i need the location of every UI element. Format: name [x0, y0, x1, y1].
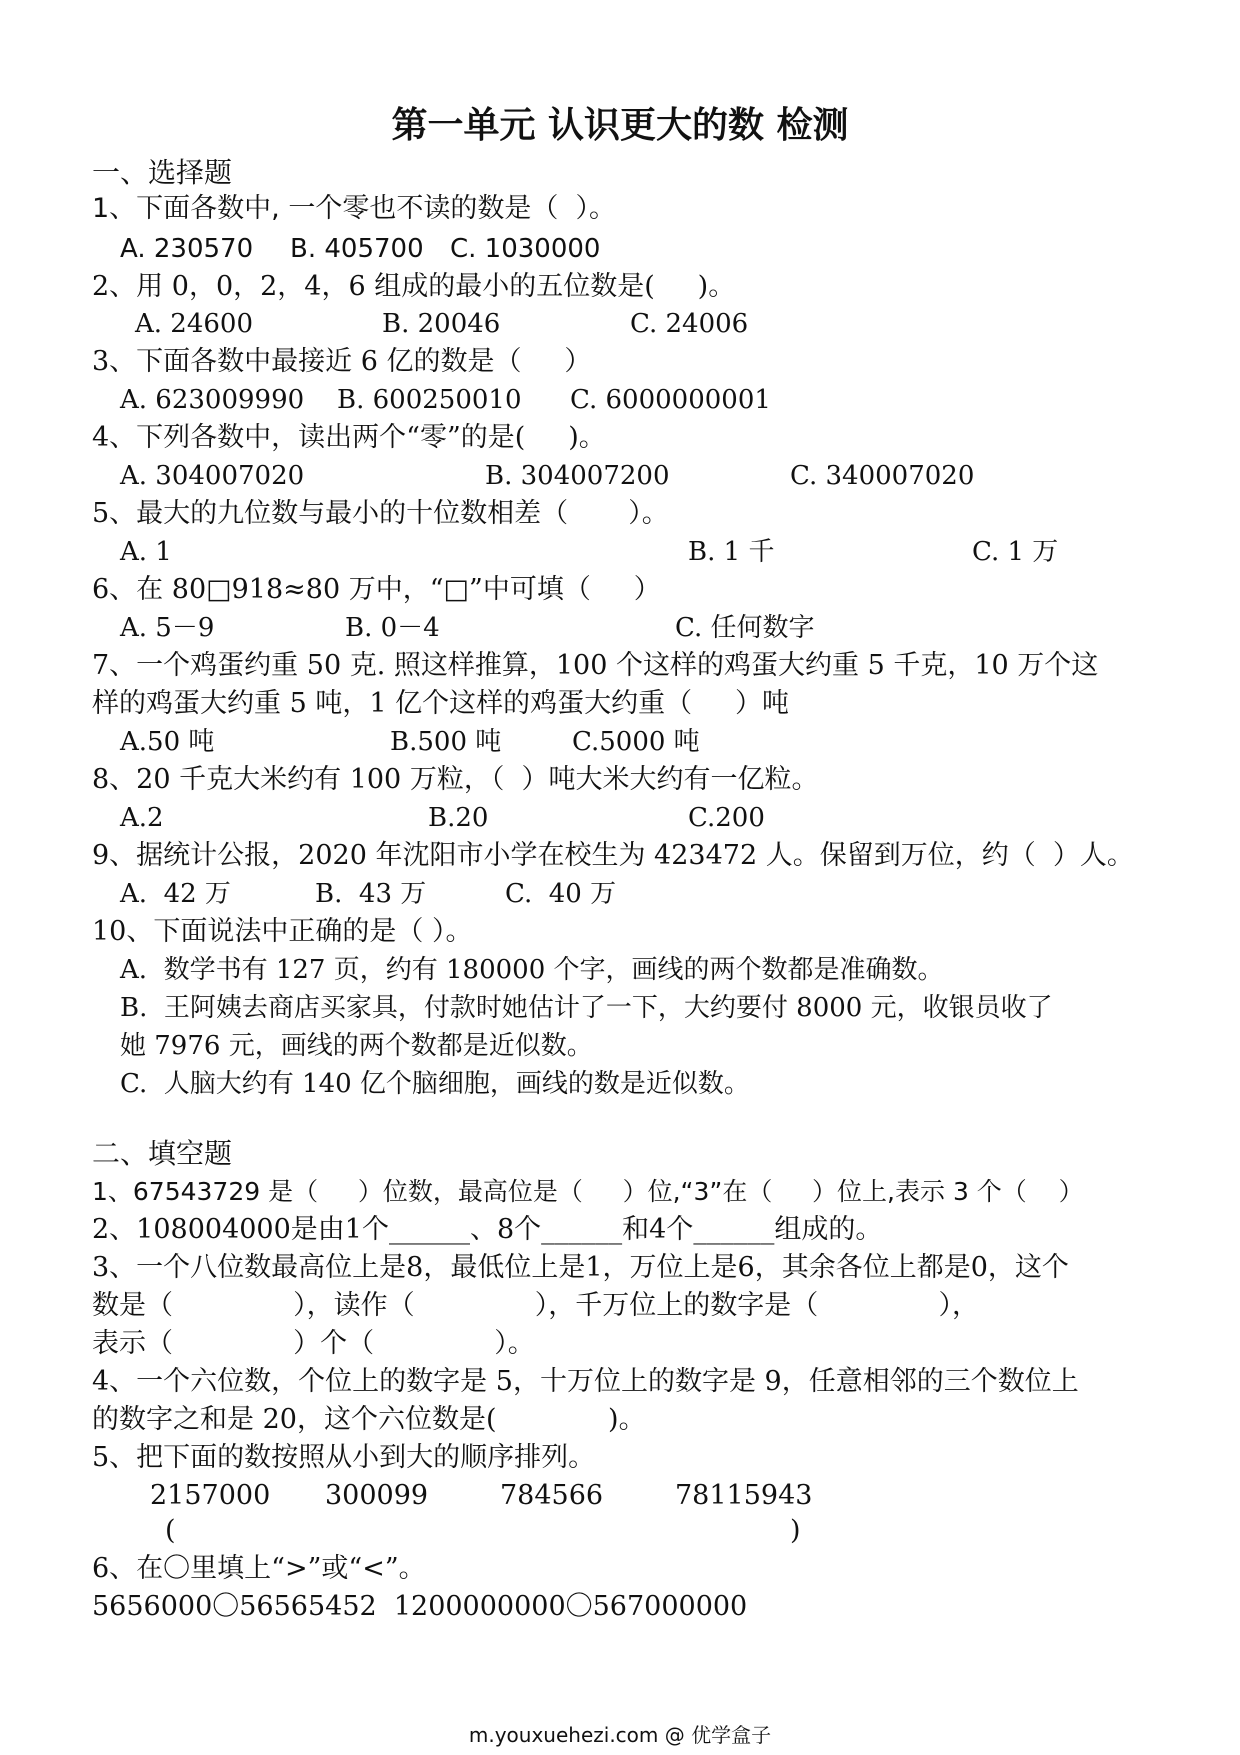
- question-7-cont: 样的鸡蛋大约重 5 吨，1 亿个这样的鸡蛋大约重（ ）吨: [92, 688, 790, 719]
- question-2: 2、用 0，0，2，4，6 组成的最小的五位数是( )。: [92, 271, 736, 302]
- option: A. 数学书有 127 页，约有 180000 个字，画线的两个数都是准确数。: [120, 955, 944, 985]
- number-item: 300099: [325, 1480, 429, 1511]
- option: A. 24600: [135, 309, 254, 339]
- option: B. 1 千: [688, 537, 775, 567]
- option: A. 42 万: [120, 879, 231, 909]
- option: B.20: [428, 803, 489, 833]
- fill-question-3-cont: 数是（ ），读作（ ），千万位上的数字是（ ），: [92, 1290, 979, 1321]
- option: C. 1 万: [972, 537, 1059, 567]
- question-7: 7、一个鸡蛋约重 50 克. 照这样推算，100 个这样的鸡蛋大约重 5 千克，10 万个这: [92, 650, 1099, 681]
- option: A. 623009990: [120, 385, 305, 415]
- fill-question-3-cont: 表示（ ）个（ ）。: [92, 1328, 535, 1359]
- fill-question-6: 6、在〇里填上“>”或“<”。: [92, 1553, 426, 1584]
- number-item: 78115943: [675, 1480, 813, 1511]
- fill-question-2: 2、108004000是由1个______、8个______和4个______组成的。: [92, 1214, 883, 1245]
- option: C. 1030000: [450, 234, 601, 264]
- question-6: 6、在 80□918≈80 万中，“□”中可填（ ）: [92, 574, 661, 605]
- question-9: 9、据统计公报，2020 年沈阳市小学在校生为 423472 人。保留到万位，约（ ）人。: [92, 840, 1134, 871]
- section-heading-fill: 二、填空题: [92, 1137, 233, 1170]
- section-heading-choice: 一、选择题: [92, 156, 233, 189]
- option: A. 5－9: [120, 613, 215, 643]
- page-title: 第一单元 认识更大的数 检测: [391, 105, 849, 146]
- option: C. 40 万: [505, 879, 617, 909]
- option: B. 王阿姨去商店买家具，付款时她估计了一下，大约要付 8000 元，收银员收了: [120, 993, 1053, 1023]
- fill-question-4: 4、一个六位数，个位上的数字是 5，十万位上的数字是 9，任意相邻的三个数位上: [92, 1366, 1079, 1397]
- option: C. 340007020: [790, 461, 975, 491]
- question-5: 5、最大的九位数与最小的十位数相差（ ）。: [92, 498, 669, 529]
- number-item: 784566: [500, 1480, 604, 1511]
- option: C.5000 吨: [572, 727, 700, 757]
- answer-paren-close: ): [790, 1515, 801, 1546]
- option: 她 7976 元，画线的两个数都是近似数。: [120, 1031, 593, 1061]
- option: B. 405700: [290, 234, 424, 264]
- option: A.2: [120, 803, 164, 833]
- option: B. 600250010: [337, 385, 522, 415]
- number-item: 2157000: [150, 1480, 271, 1511]
- fill-question-4-cont: 的数字之和是 20，这个六位数是( )。: [92, 1404, 646, 1435]
- option: B. 20046: [382, 309, 501, 339]
- question-3: 3、下面各数中最接近 6 亿的数是（ ）: [92, 346, 592, 377]
- option: B.500 吨: [390, 727, 502, 757]
- option: B. 304007200: [485, 461, 670, 491]
- option: A. 230570: [120, 234, 254, 264]
- option: C. 24006: [630, 309, 749, 339]
- option: C. 任何数字: [675, 613, 815, 643]
- option: A.50 吨: [120, 727, 215, 757]
- option: A. 304007020: [120, 461, 305, 491]
- fill-question-1: 1、67543729 是（ ）位数，最高位是（ ）位,“3”在（ ）位上,表示 3 个（ ）: [92, 1177, 1084, 1206]
- answer-paren-open: (: [165, 1515, 176, 1546]
- question-8: 8、20 千克大米约有 100 万粒，（ ）吨大米大约有一亿粒。: [92, 764, 819, 795]
- option: A. 1: [120, 537, 172, 567]
- question-1: 1、下面各数中, 一个零也不读的数是（ ）。: [92, 193, 617, 224]
- option: C.200: [688, 803, 765, 833]
- option: B. 43 万: [315, 879, 427, 909]
- fill-question-3: 3、一个八位数最高位上是8，最低位上是1，万位上是6，其余各位上都是0，这个: [92, 1252, 1069, 1283]
- option: C. 人脑大约有 140 亿个脑细胞，画线的数是近似数。: [120, 1069, 750, 1099]
- option: B. 0－4: [345, 613, 440, 643]
- compare-line: 5656000〇56565452 1200000000〇567000000: [92, 1591, 748, 1622]
- option: C. 6000000001: [570, 385, 771, 415]
- question-10: 10、下面说法中正确的是（ ）。: [92, 916, 473, 947]
- fill-question-5: 5、把下面的数按照从小到大的顺序排列。: [92, 1442, 596, 1473]
- footer-watermark: m.youxuehezi.com @ 优学盒子: [468, 1723, 772, 1747]
- question-4: 4、下列各数中，读出两个“零”的是( )。: [92, 422, 606, 453]
